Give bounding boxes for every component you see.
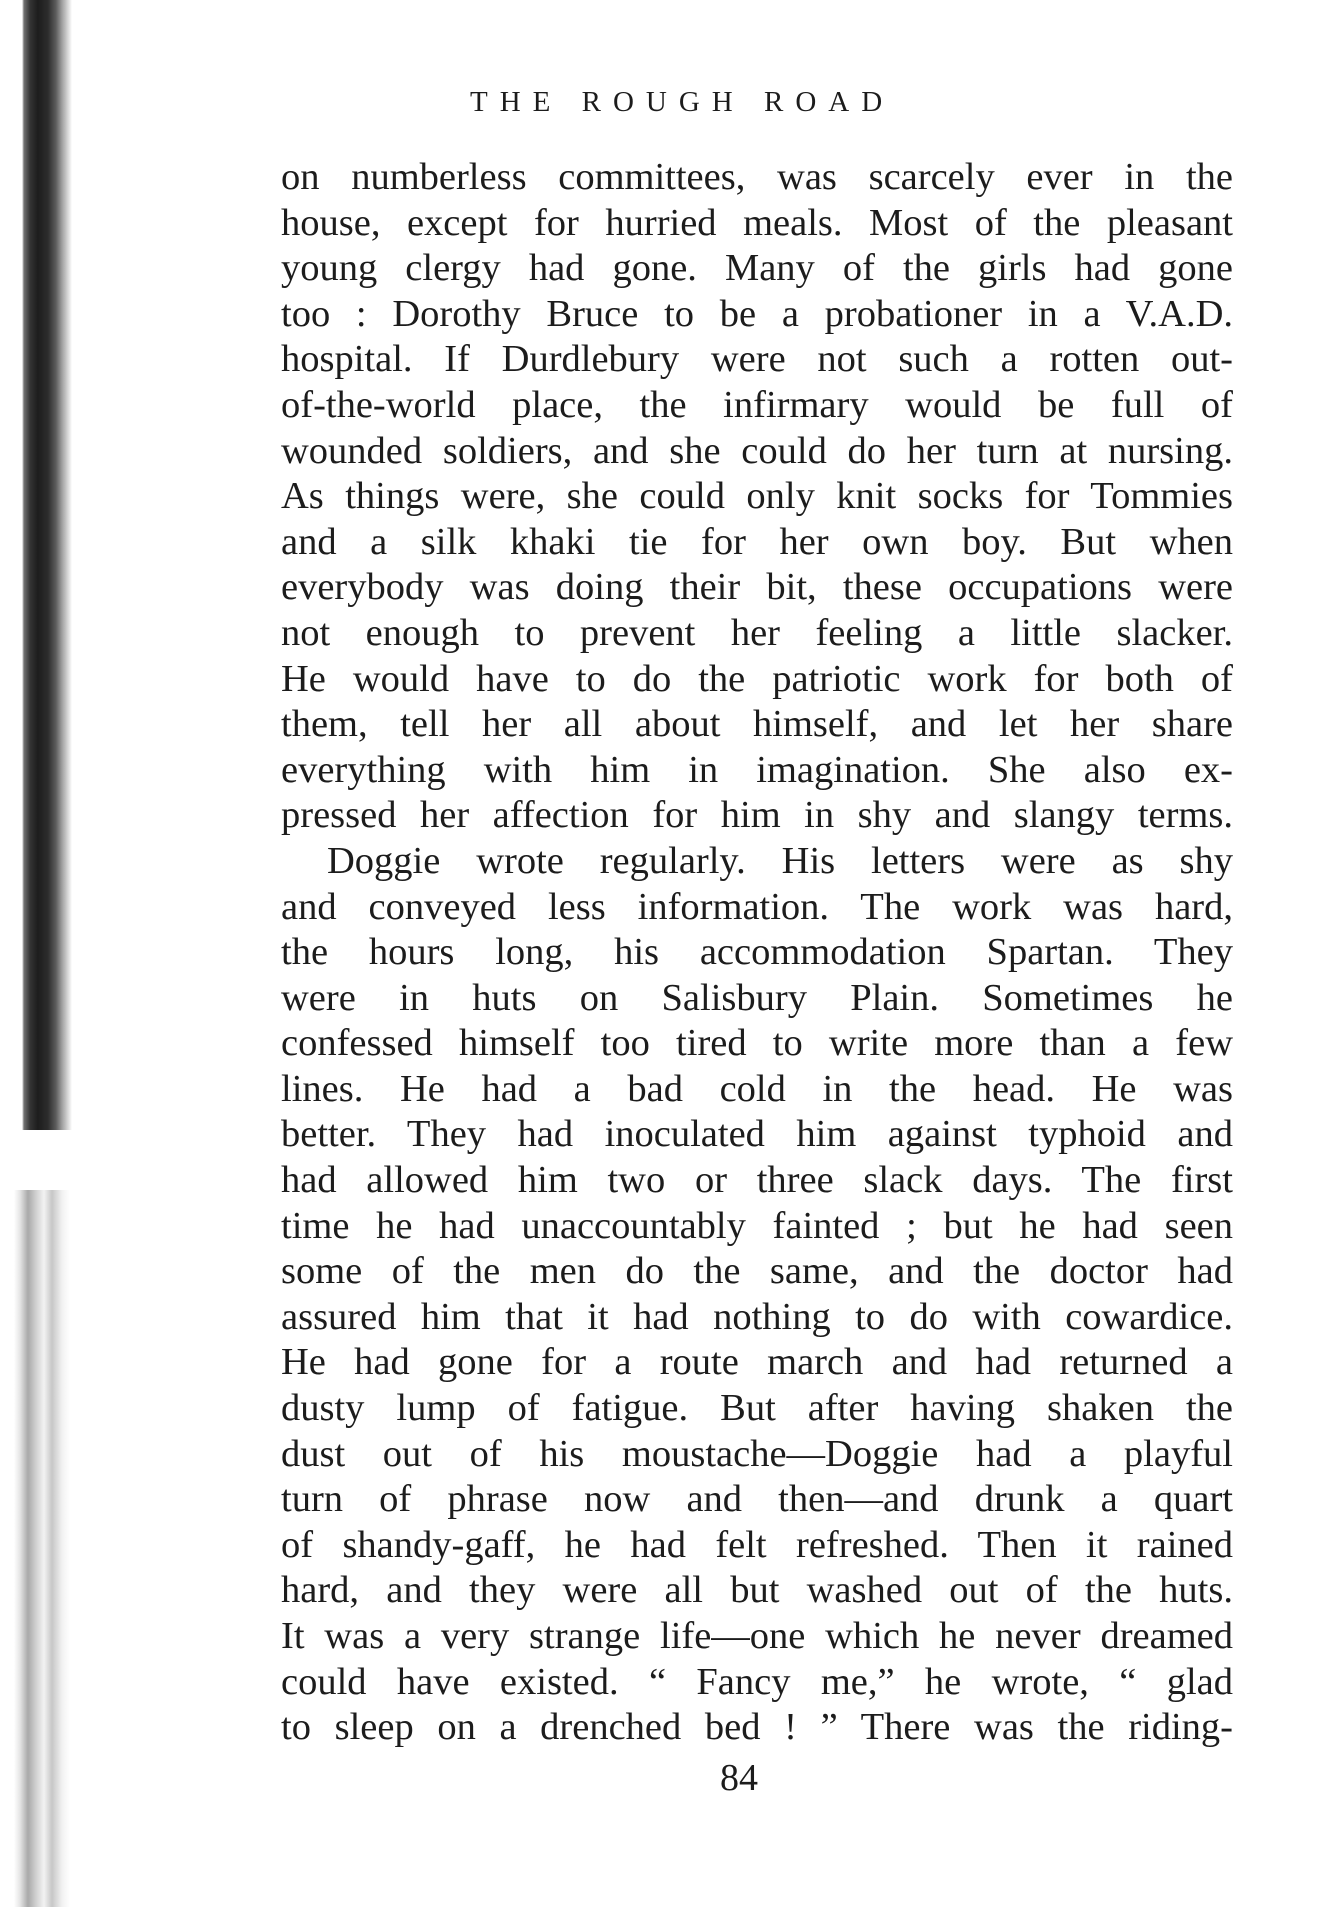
text-line: hospital. If Durdlebury were not such a rotten out- <box>281 338 1233 381</box>
text-line: hard, and they were all but washed out of the huts. <box>281 1569 1233 1612</box>
text-line: to sleep on a drenched bed ! ” There was the riding- <box>281 1706 1233 1749</box>
text-line: not enough to prevent her feeling a little slacker. <box>281 611 1233 654</box>
binding-shadow <box>0 0 72 1130</box>
text-line: pressed her affection for him in shy and slangy terms. <box>281 794 1233 837</box>
text-line: turn of phrase now and then—and drunk a quart <box>281 1478 1233 1521</box>
text-line: were in huts on Salisbury Plain. Sometimes he <box>281 976 1233 1019</box>
text-line: He had gone for a route march and had returned a <box>281 1341 1233 1384</box>
text-line: too : Dorothy Bruce to be a probationer in a V.A.D. <box>281 292 1233 335</box>
text-line: wounded soldiers, and she could do her turn at nursing. <box>281 429 1233 472</box>
text-line: the hours long, his accommodation Spartan. They <box>281 931 1233 974</box>
text-line: had allowed him two or three slack days. The first <box>281 1159 1233 1202</box>
text-line: and conveyed less information. The work was hard, <box>281 885 1233 928</box>
text-line: dusty lump of fatigue. But after having shaken the <box>281 1387 1233 1430</box>
text-line: It was a very strange life—one which he never dreamed <box>281 1615 1233 1657</box>
text-line: lines. He had a bad cold in the head. He was <box>281 1067 1233 1110</box>
text-line: some of the men do the same, and the doctor had <box>281 1250 1233 1293</box>
text-line: of shandy-gaff, he had felt refreshed. Then it rained <box>281 1523 1233 1566</box>
text-line: dust out of his moustache—Doggie had a playful <box>281 1432 1233 1475</box>
scanned-gutter-edge <box>0 0 90 1907</box>
text-line: and a silk khaki tie for her own boy. But when <box>281 520 1233 563</box>
text-line: them, tell her all about himself, and let her share <box>281 703 1233 746</box>
text-line: house, except for hurried meals. Most of the pleasant <box>281 201 1233 244</box>
text-line: assured him that it had nothing to do with cowardice. <box>281 1295 1233 1338</box>
body-text <box>281 155 1233 1751</box>
text-line: better. They had inoculated him against typhoid and <box>281 1113 1233 1156</box>
text-line: Doggie wrote regularly. His letters were as shy <box>327 839 1233 882</box>
text-line: young clergy had gone. Many of the girls had gone <box>281 247 1233 290</box>
text-line: confessed himself too tired to write more than a few <box>281 1022 1233 1065</box>
text-line: everything with him in imagination. She also ex- <box>281 748 1233 791</box>
text-line: everybody was doing their bit, these occupations were <box>281 566 1233 609</box>
text-line: time he had unaccountably fainted ; but he had seen <box>281 1204 1233 1247</box>
text-line: could have existed. “ Fancy me,” he wrote, “ glad <box>281 1660 1233 1703</box>
running-head: THE ROUGH ROAD <box>470 86 895 118</box>
page-number: 84 <box>720 1757 758 1799</box>
text-line: He would have to do the patriotic work for both of <box>281 657 1233 700</box>
text-line: of-the-world place, the infirmary would be full of <box>281 383 1233 426</box>
text-line: on numberless committees, was scarcely ever in the <box>281 156 1233 198</box>
page-edge-shadow <box>14 1190 70 1907</box>
text-line: As things were, she could only knit socks for Tommies <box>281 475 1233 518</box>
